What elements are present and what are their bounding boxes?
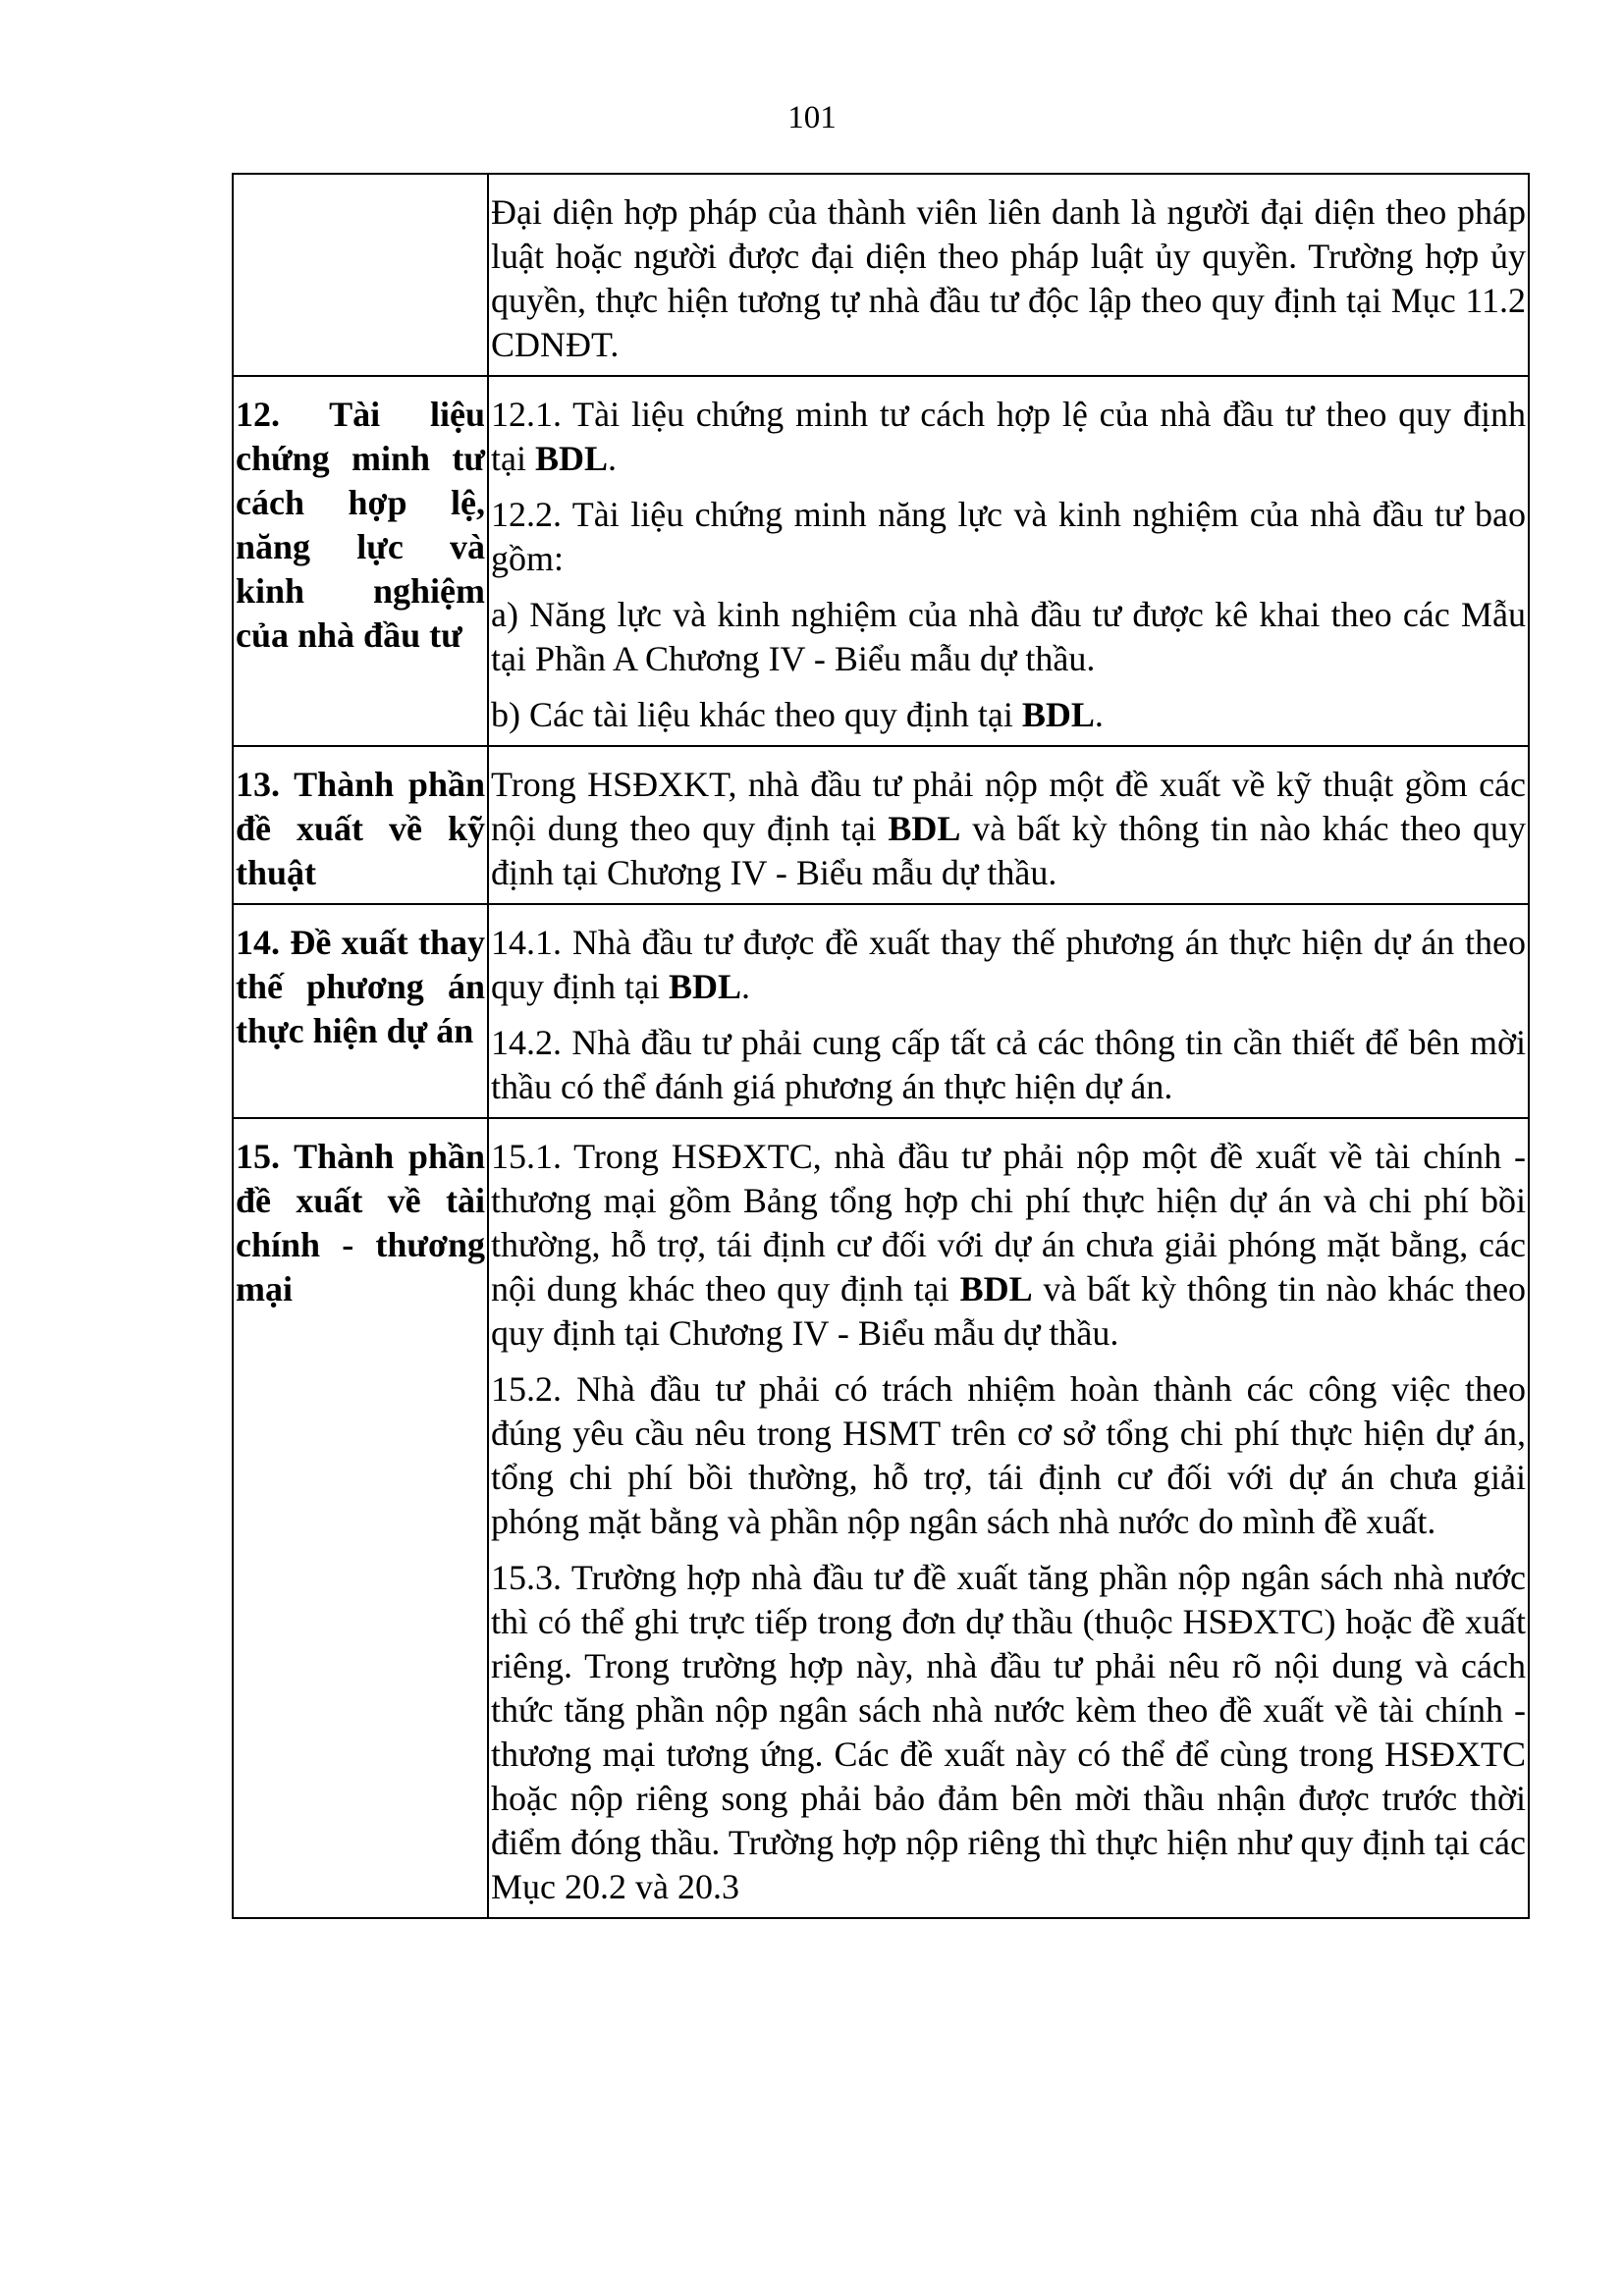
section-heading (233, 174, 488, 376)
section-content (488, 746, 1529, 904)
section-heading: 12. Tài liệu chứng minh tư cách hợp lệ, năng lực và kinh nghiệm của nhà đầu tư (233, 376, 488, 746)
paragraph: Đại diện hợp pháp của thành viên liên danh là người đại diện theo pháp luật hoặc người được đại diện theo pháp luật ủy quyền. Trường hợp ủy quyền, thực hiện tương tự nhà đầu tư độc lập theo quy định tại Mục 11.2 CDNĐT. (491, 192, 1526, 364)
paragraph: 15.3. Trường hợp nhà đầu tư đề xuất tăng phần nộp ngân sách nhà nước thì có thể ghi trực tiếp trong đơn dự thầu (thuộc HSĐXTC) hoặc đề xuất riêng. Trong trường hợp này, nhà đầu tư phải nêu rõ nội dung và cách thức tăng phần nộp ngân sách nhà nước kèm theo đề xuất về tài chính - thương mại tương ứng. Các đề xuất này có thể để cùng trong HSĐXTC hoặc nộp riêng song phải bảo đảm bên mời thầu nhận được trước thời điểm đóng thầu. Trường hợp nộp riêng thì thực hiện như quy định tại các Mục 20.2 và 20.3 (491, 1558, 1526, 1906)
page-number: 101 (787, 100, 837, 135)
bdl-reference: BDL (888, 809, 961, 848)
paragraph: b) Các tài liệu khác theo quy định tại BDL. (491, 695, 1104, 734)
bdl-reference: BDL (959, 1269, 1033, 1308)
table-row (233, 174, 1529, 376)
bdl-reference: BDL (1021, 695, 1095, 734)
table-row (233, 376, 1529, 746)
paragraph: 14.2. Nhà đầu tư phải cung cấp tất cả các thông tin cần thiết để bên mời thầu có thể đánh giá phương án thực hiện dự án. (491, 1023, 1526, 1106)
section-heading: 14. Đề xuất thay thế phương án thực hiện dự án (233, 904, 488, 1118)
section-heading: 15. Thành phần đề xuất về tài chính - thương mại (233, 1118, 488, 1918)
table-row (233, 1118, 1529, 1918)
section-content (488, 1118, 1529, 1918)
paragraph: 12.1. Tài liệu chứng minh tư cách hợp lệ của nhà đầu tư theo quy định tại BDL. (491, 395, 1526, 478)
paragraph: 15.1. Trong HSĐXTC, nhà đầu tư phải nộp một đề xuất về tài chính - thương mại gồm Bảng tổng hợp chi phí thực hiện dự án và chi phí bồi thường, hỗ trợ, tái định cư đối với dự án chưa giải phóng mặt bằng, các nội dung khác theo quy định tại BDL và bất kỳ thông tin nào khác theo quy định tại Chương IV - Biểu mẫu dự thầu. (491, 1137, 1526, 1353)
section-content (488, 376, 1529, 746)
paragraph: a) Năng lực và kinh nghiệm của nhà đầu tư được kê khai theo các Mẫu tại Phần A Chương IV - Biểu mẫu dự thầu. (491, 595, 1526, 678)
table-row (233, 746, 1529, 904)
instructions-table (232, 173, 1530, 1919)
section-content (488, 174, 1529, 376)
paragraph: 12.2. Tài liệu chứng minh năng lực và kinh nghiệm của nhà đầu tư bao gồm: (491, 495, 1526, 578)
section-content (488, 904, 1529, 1118)
table-row (233, 904, 1529, 1118)
bdl-reference: BDL (668, 967, 742, 1006)
paragraph: 15.2. Nhà đầu tư phải có trách nhiệm hoàn thành các công việc theo đúng yêu cầu nêu trong HSMT trên cơ sở tổng chi phí thực hiện dự án, tổng chi phí bồi thường, hỗ trợ, tái định cư đối với dự án chưa giải phóng mặt bằng và phần nộp ngân sách nhà nước do mình đề xuất. (491, 1369, 1526, 1541)
bdl-reference: BDL (534, 439, 609, 478)
section-heading: 13. Thành phần đề xuất về kỹ thuật (233, 746, 488, 904)
paragraph: Trong HSĐXKT, nhà đầu tư phải nộp một đề xuất về kỹ thuật gồm các nội dung theo quy định tại BDL và bất kỳ thông tin nào khác theo quy định tại Chương IV - Biểu mẫu dự thầu. (491, 765, 1526, 892)
paragraph: 14.1. Nhà đầu tư được đề xuất thay thế phương án thực hiện dự án theo quy định tại BDL. (491, 923, 1526, 1006)
